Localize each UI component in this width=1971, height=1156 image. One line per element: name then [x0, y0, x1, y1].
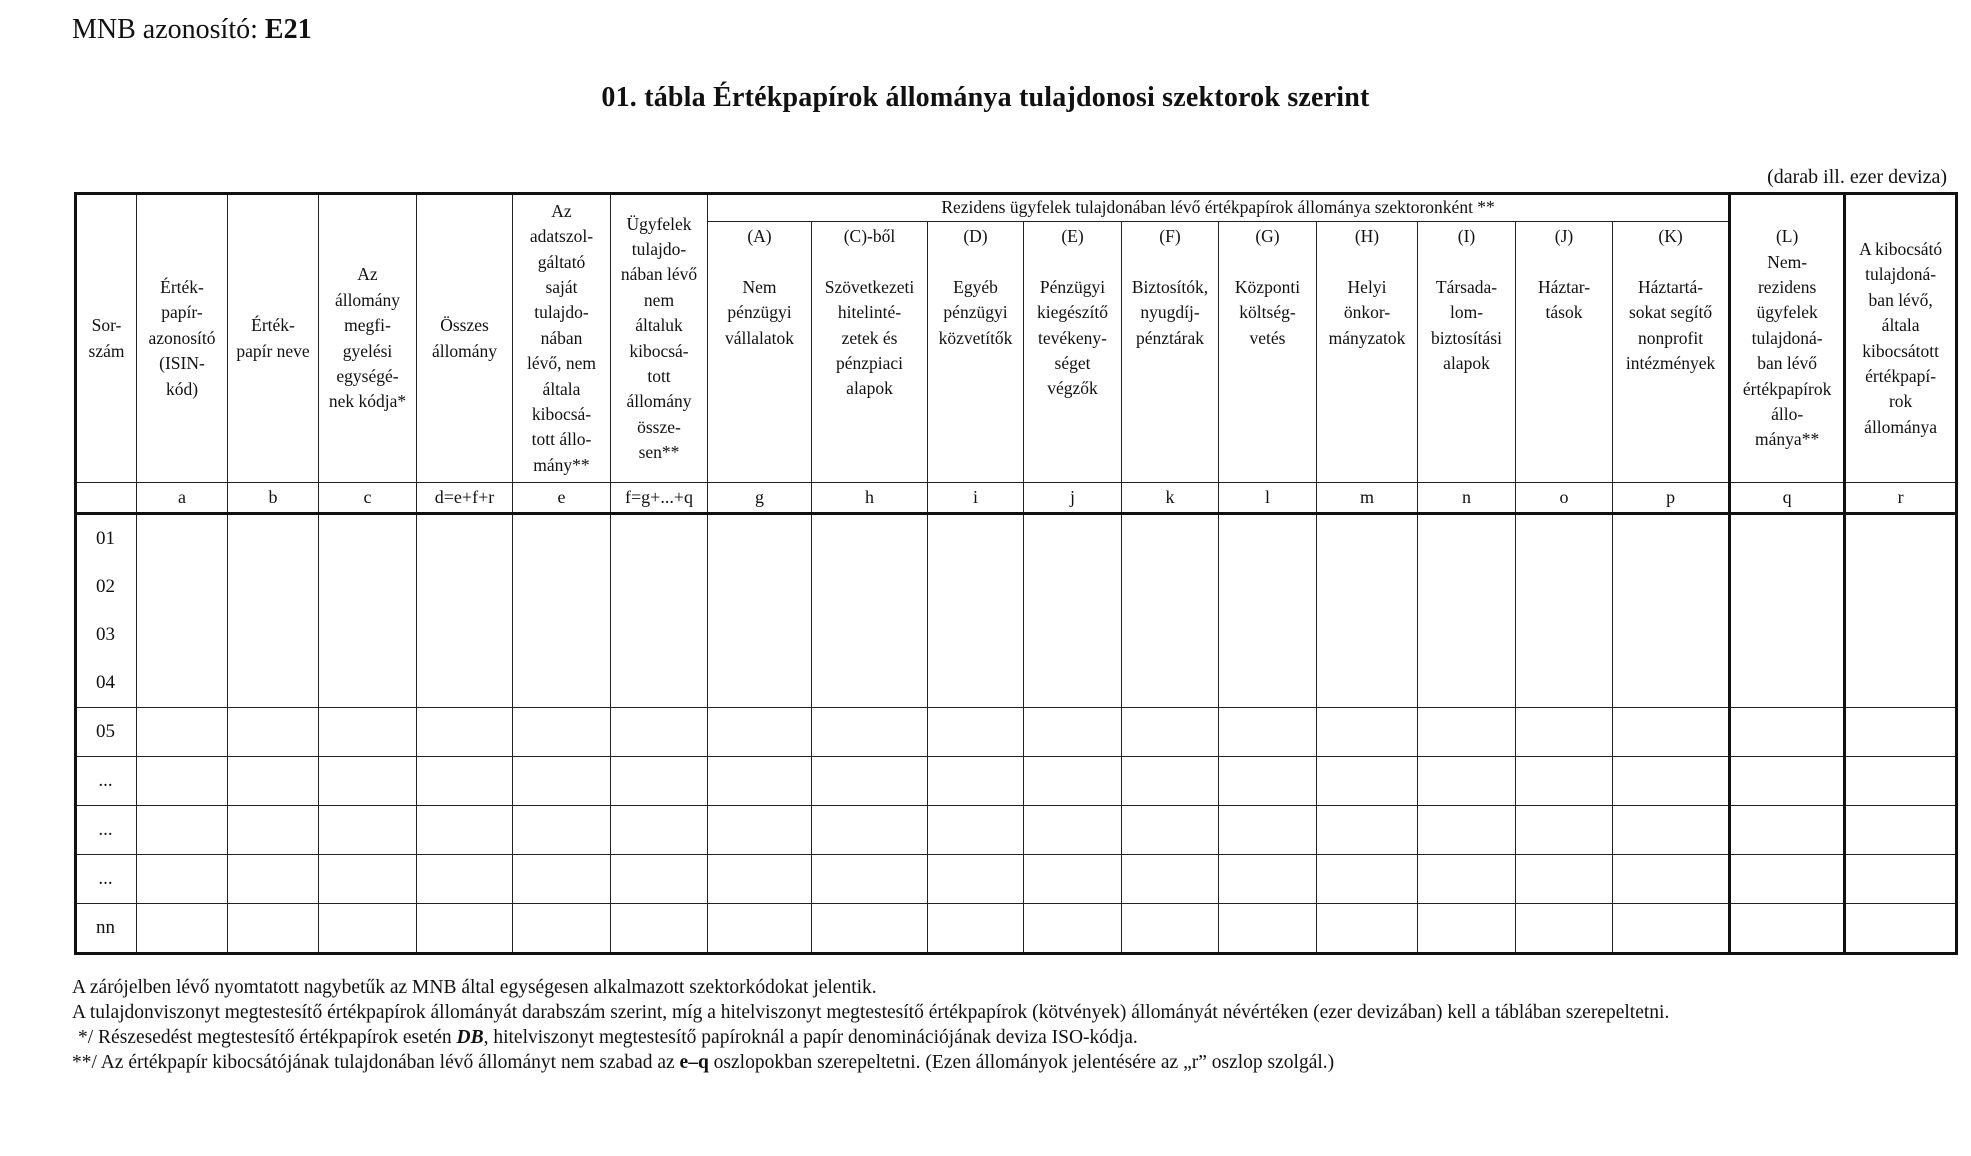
col-label-o: Háztar- tások: [1537, 276, 1591, 323]
cell-c[interactable]: [319, 806, 417, 855]
cell-d[interactable]: [417, 806, 513, 855]
col-header-o: [1516, 222, 1613, 483]
cell-b[interactable]: [228, 904, 319, 954]
letter-cell: g: [708, 483, 812, 514]
col-header-p: [1613, 222, 1730, 483]
cell-r[interactable]: [1845, 855, 1957, 904]
cell-n[interactable]: [1418, 563, 1516, 611]
cell-l[interactable]: [1219, 659, 1317, 708]
footnote-units: A tulajdonviszonyt megtestesítő értékpapírok állományát darabszám szerint, míg a hitelviszonyt megtestesítő értékpapírok (kötvények) állományát névértéken (ezer devizában) kell a táblában szerepeltetni.: [72, 1002, 1670, 1023]
cell-q[interactable]: [1730, 855, 1845, 904]
cell-d[interactable]: [417, 708, 513, 757]
cell-p[interactable]: [1613, 708, 1730, 757]
letter-cell: a: [137, 483, 228, 514]
col-header-f: Ügyfelek tulajdo- nában lévő nem általuk kibocsá- tott állomány össze- sen**: [611, 194, 708, 483]
cell-b[interactable]: [228, 757, 319, 806]
cell-e[interactable]: [513, 659, 611, 708]
col-header-d: Összes állomány: [417, 194, 513, 483]
letter-cell: e: [513, 483, 611, 514]
col-header-n: [1418, 222, 1516, 483]
cell-h[interactable]: [812, 514, 928, 564]
col-label-m: Helyi önkor- mányzatok: [1328, 276, 1406, 348]
col-header-i: [928, 222, 1024, 483]
col-header-h: [812, 222, 928, 483]
cell-q[interactable]: [1730, 904, 1845, 954]
cell-q[interactable]: [1730, 659, 1845, 708]
col-label-l: Központi költség- vetés: [1234, 276, 1301, 348]
cell-f[interactable]: [611, 708, 708, 757]
row-number: nn: [76, 904, 137, 954]
cell-i[interactable]: [928, 757, 1024, 806]
cell-g[interactable]: [708, 563, 812, 611]
cell-b[interactable]: [228, 806, 319, 855]
cell-c[interactable]: [319, 708, 417, 757]
cell-m[interactable]: [1317, 563, 1418, 611]
letter-cell: p: [1613, 483, 1730, 514]
cell-n[interactable]: [1418, 708, 1516, 757]
col-code-i: (D): [963, 226, 988, 246]
cell-c[interactable]: [319, 855, 417, 904]
col-header-j: [1024, 222, 1122, 483]
securities-table: [74, 192, 1958, 955]
cell-h[interactable]: [812, 659, 928, 708]
cell-q[interactable]: [1730, 514, 1845, 564]
mnb-identifier: [72, 14, 312, 46]
letter-cell: m: [1317, 483, 1418, 514]
cell-a[interactable]: [137, 659, 228, 708]
footnote-double-star-range: e–q: [679, 1052, 709, 1073]
cell-f[interactable]: [611, 514, 708, 564]
footnote-double-star-text-end: oszlopokban szerepeltetni. (Ezen állományok jelentésére az „r” oszlop szolgál.): [708, 1052, 1335, 1073]
cell-q[interactable]: [1730, 708, 1845, 757]
cell-g[interactable]: [708, 514, 812, 564]
cell-n[interactable]: [1418, 904, 1516, 954]
cell-j[interactable]: [1024, 757, 1122, 806]
cell-k[interactable]: [1122, 708, 1219, 757]
col-header-b: Érték- papír neve: [228, 194, 319, 483]
footnote-double-star: [72, 1050, 1669, 1075]
unit-note: (darab ill. ezer deviza): [1767, 166, 1947, 188]
cell-a[interactable]: [137, 904, 228, 954]
col-code-l: (G): [1255, 226, 1280, 246]
cell-j[interactable]: [1024, 659, 1122, 708]
row-number: ...: [76, 757, 137, 806]
cell-b[interactable]: [228, 611, 319, 659]
col-label-n: Társada- lom- biztosítási alapok: [1431, 276, 1502, 373]
cell-n[interactable]: [1418, 611, 1516, 659]
cell-c[interactable]: [319, 514, 417, 564]
cell-j[interactable]: [1024, 855, 1122, 904]
cell-r[interactable]: [1845, 708, 1957, 757]
cell-a[interactable]: [137, 708, 228, 757]
table-row: [76, 904, 1957, 954]
cell-l[interactable]: [1219, 708, 1317, 757]
cell-a[interactable]: [137, 611, 228, 659]
cell-d[interactable]: [417, 855, 513, 904]
cell-d[interactable]: [417, 563, 513, 611]
cell-o[interactable]: [1516, 757, 1613, 806]
col-label-q: Nem- rezidens ügyfelek tulajdoná- ban lévő értékpapírok állo- mánya**: [1742, 251, 1832, 450]
cell-a[interactable]: [137, 806, 228, 855]
cell-k[interactable]: [1122, 855, 1219, 904]
cell-d[interactable]: [417, 514, 513, 564]
cell-g[interactable]: [708, 757, 812, 806]
letter-cell-blank: [76, 483, 137, 514]
col-header-sorszam: Sor- szám: [76, 194, 137, 483]
row-number: 03: [76, 611, 137, 659]
cell-i[interactable]: [928, 563, 1024, 611]
cell-r[interactable]: [1845, 806, 1957, 855]
cell-g[interactable]: [708, 904, 812, 954]
col-header-g: [708, 222, 812, 483]
table-row: [76, 806, 1957, 855]
column-letter-row: [76, 483, 1957, 514]
cell-k[interactable]: [1122, 806, 1219, 855]
footnote-star-text: */ Részesedést megtestesítő értékpapírok esetén: [78, 1027, 457, 1048]
table-row: [76, 708, 1957, 757]
table-row: [76, 611, 1957, 659]
cell-q[interactable]: [1730, 806, 1845, 855]
cell-g[interactable]: [708, 806, 812, 855]
cell-b[interactable]: [228, 855, 319, 904]
cell-j[interactable]: [1024, 514, 1122, 564]
col-label-g: Nem pénzügyi vállalatok: [724, 276, 794, 348]
cell-i[interactable]: [928, 904, 1024, 954]
cell-i[interactable]: [928, 611, 1024, 659]
cell-c[interactable]: [319, 659, 417, 708]
cell-p[interactable]: [1613, 611, 1730, 659]
mnb-id-code: E21: [264, 14, 312, 45]
col-label-i: Egyéb pénzügyi közvetítők: [938, 276, 1013, 348]
letter-cell: l: [1219, 483, 1317, 514]
footnote-star: [72, 1025, 1669, 1050]
table-row: [76, 757, 1957, 806]
cell-m[interactable]: [1317, 708, 1418, 757]
cell-f[interactable]: [611, 806, 708, 855]
cell-f[interactable]: [611, 563, 708, 611]
col-code-k: (F): [1159, 226, 1181, 246]
col-code-m: (H): [1354, 226, 1380, 246]
col-header-l: [1219, 222, 1317, 483]
cell-j[interactable]: [1024, 563, 1122, 611]
cell-j[interactable]: [1024, 611, 1122, 659]
cell-e[interactable]: [513, 514, 611, 564]
footnote-double-star-text: **/ Az értékpapír kibocsátójának tulajdonában lévő állományt nem szabad az: [72, 1052, 680, 1073]
cell-l[interactable]: [1219, 514, 1317, 564]
cell-n[interactable]: [1418, 757, 1516, 806]
cell-h[interactable]: [812, 855, 928, 904]
cell-f[interactable]: [611, 611, 708, 659]
footnote-star-text-end: , hitelviszonyt megtestesítő papíroknál a papír denominációjának deviza ISO-kódja.: [483, 1027, 1138, 1048]
cell-c[interactable]: [319, 757, 417, 806]
col-header-m: [1317, 222, 1418, 483]
cell-n[interactable]: [1418, 855, 1516, 904]
col-code-p: (K): [1658, 226, 1683, 246]
col-label-j: Pénzügyi kiegészítő tevékeny- séget végzők: [1037, 276, 1108, 399]
col-header-resident-group: Rezidens ügyfelek tulajdonában lévő értékpapírok állománya szektoronként **: [708, 194, 1730, 222]
row-number: ...: [76, 855, 137, 904]
cell-c[interactable]: [319, 611, 417, 659]
cell-e[interactable]: [513, 855, 611, 904]
cell-e[interactable]: [513, 806, 611, 855]
col-code-n: (I): [1457, 226, 1476, 246]
cell-b[interactable]: [228, 708, 319, 757]
cell-p[interactable]: [1613, 514, 1730, 564]
cell-m[interactable]: [1317, 757, 1418, 806]
cell-e[interactable]: [513, 904, 611, 954]
cell-m[interactable]: [1317, 514, 1418, 564]
cell-o[interactable]: [1516, 708, 1613, 757]
cell-r[interactable]: [1845, 904, 1957, 954]
cell-p[interactable]: [1613, 806, 1730, 855]
cell-k[interactable]: [1122, 611, 1219, 659]
cell-n[interactable]: [1418, 806, 1516, 855]
cell-r[interactable]: [1845, 757, 1957, 806]
cell-c[interactable]: [319, 904, 417, 954]
col-code-h: (C)-ből: [843, 226, 896, 246]
cell-g[interactable]: [708, 611, 812, 659]
cell-g[interactable]: [708, 855, 812, 904]
letter-cell: k: [1122, 483, 1219, 514]
table-row: [76, 855, 1957, 904]
letter-cell: b: [228, 483, 319, 514]
cell-h[interactable]: [812, 806, 928, 855]
cell-o[interactable]: [1516, 904, 1613, 954]
cell-p[interactable]: [1613, 757, 1730, 806]
cell-d[interactable]: [417, 757, 513, 806]
col-label-h: Szövetkezeti hitelinté- zetek és pénzpiaci alapok: [824, 276, 915, 399]
cell-l[interactable]: [1219, 806, 1317, 855]
letter-cell: n: [1418, 483, 1516, 514]
table-row: [76, 514, 1957, 564]
cell-e[interactable]: [513, 757, 611, 806]
cell-e[interactable]: [513, 563, 611, 611]
letter-cell: r: [1845, 483, 1957, 514]
cell-d[interactable]: [417, 904, 513, 954]
cell-r[interactable]: [1845, 659, 1957, 708]
cell-b[interactable]: [228, 514, 319, 564]
letter-cell: q: [1730, 483, 1845, 514]
cell-n[interactable]: [1418, 659, 1516, 708]
row-number: 02: [76, 563, 137, 611]
cell-l[interactable]: [1219, 855, 1317, 904]
cell-k[interactable]: [1122, 757, 1219, 806]
row-number: 04: [76, 659, 137, 708]
cell-m[interactable]: [1317, 806, 1418, 855]
cell-b[interactable]: [228, 563, 319, 611]
cell-h[interactable]: [812, 563, 928, 611]
table-row: [76, 659, 1957, 708]
letter-cell: o: [1516, 483, 1613, 514]
row-number: 05: [76, 708, 137, 757]
cell-m[interactable]: [1317, 904, 1418, 954]
cell-e[interactable]: [513, 708, 611, 757]
cell-k[interactable]: [1122, 563, 1219, 611]
col-code-q: (L): [1775, 226, 1799, 247]
cell-l[interactable]: [1219, 563, 1317, 611]
footnote-star-db: DB: [456, 1027, 484, 1048]
col-header-a: Érték- papír- azonosító (ISIN- kód): [137, 194, 228, 483]
col-header-k: [1122, 222, 1219, 483]
col-label-k: Biztosítók, nyugdíj- pénztárak: [1131, 276, 1209, 348]
footnotes: [72, 975, 1669, 1075]
table-row: [76, 563, 1957, 611]
cell-f[interactable]: [611, 659, 708, 708]
cell-m[interactable]: [1317, 659, 1418, 708]
cell-q[interactable]: [1730, 757, 1845, 806]
cell-h[interactable]: [812, 904, 928, 954]
cell-p[interactable]: [1613, 904, 1730, 954]
cell-m[interactable]: [1317, 855, 1418, 904]
cell-j[interactable]: [1024, 708, 1122, 757]
cell-i[interactable]: [928, 708, 1024, 757]
table-body: [76, 514, 1957, 954]
letter-cell: f=g+...+q: [611, 483, 708, 514]
mnb-id-label: MNB azonosító:: [72, 14, 258, 45]
cell-p[interactable]: [1613, 563, 1730, 611]
cell-r[interactable]: [1845, 611, 1957, 659]
cell-k[interactable]: [1122, 659, 1219, 708]
cell-o[interactable]: [1516, 659, 1613, 708]
cell-d[interactable]: [417, 659, 513, 708]
letter-cell: c: [319, 483, 417, 514]
cell-a[interactable]: [137, 514, 228, 564]
cell-o[interactable]: [1516, 563, 1613, 611]
col-code-g: (A): [747, 226, 772, 246]
letter-cell: j: [1024, 483, 1122, 514]
row-number: 01: [76, 514, 137, 564]
cell-d[interactable]: [417, 611, 513, 659]
cell-q[interactable]: [1730, 611, 1845, 659]
cell-f[interactable]: [611, 855, 708, 904]
cell-p[interactable]: [1613, 855, 1730, 904]
cell-c[interactable]: [319, 563, 417, 611]
cell-j[interactable]: [1024, 806, 1122, 855]
cell-r[interactable]: [1845, 514, 1957, 564]
page-title: 01. tábla Értékpapírok állománya tulajdonosi szektorok szerint: [601, 82, 1370, 113]
col-code-o: (J): [1554, 226, 1574, 246]
letter-cell: d=e+f+r: [417, 483, 513, 514]
cell-m[interactable]: [1317, 611, 1418, 659]
footnote-sector-codes: A zárójelben lévő nyomtatott nagybetűk az MNB által egységesen alkalmazott szektorkódokat jelentik.: [72, 977, 877, 998]
cell-o[interactable]: [1516, 855, 1613, 904]
letter-cell: i: [928, 483, 1024, 514]
cell-e[interactable]: [513, 611, 611, 659]
row-number: ...: [76, 806, 137, 855]
cell-o[interactable]: [1516, 806, 1613, 855]
cell-f[interactable]: [611, 904, 708, 954]
col-header-c: Az állomány megfi- gyelési egységé- nek kódja*: [319, 194, 417, 483]
cell-r[interactable]: [1845, 563, 1957, 611]
col-header-r: A kibocsátó tulajdoná- ban lévő, általa kibocsátott értékpapí- rok állománya: [1845, 194, 1957, 483]
cell-q[interactable]: [1730, 563, 1845, 611]
cell-l[interactable]: [1219, 757, 1317, 806]
cell-o[interactable]: [1516, 514, 1613, 564]
cell-g[interactable]: [708, 708, 812, 757]
cell-n[interactable]: [1418, 514, 1516, 564]
cell-a[interactable]: [137, 757, 228, 806]
cell-h[interactable]: [812, 757, 928, 806]
cell-h[interactable]: [812, 708, 928, 757]
letter-cell: h: [812, 483, 928, 514]
cell-k[interactable]: [1122, 904, 1219, 954]
cell-j[interactable]: [1024, 904, 1122, 954]
cell-p[interactable]: [1613, 659, 1730, 708]
col-label-p: Háztartá- sokat segítő nonprofit intézmények: [1625, 276, 1716, 373]
col-code-j: (E): [1061, 226, 1084, 246]
cell-i[interactable]: [928, 514, 1024, 564]
cell-f[interactable]: [611, 757, 708, 806]
cell-k[interactable]: [1122, 514, 1219, 564]
cell-i[interactable]: [928, 806, 1024, 855]
cell-l[interactable]: [1219, 904, 1317, 954]
cell-a[interactable]: [137, 855, 228, 904]
cell-h[interactable]: [812, 611, 928, 659]
cell-g[interactable]: [708, 659, 812, 708]
cell-o[interactable]: [1516, 611, 1613, 659]
cell-a[interactable]: [137, 563, 228, 611]
col-header-q: [1730, 194, 1845, 483]
cell-b[interactable]: [228, 659, 319, 708]
cell-i[interactable]: [928, 659, 1024, 708]
cell-l[interactable]: [1219, 611, 1317, 659]
cell-i[interactable]: [928, 855, 1024, 904]
col-header-e: Az adatszol- gáltató saját tulajdo- nában lévő, nem általa kibocsá- tott állo- mány**: [513, 194, 611, 483]
